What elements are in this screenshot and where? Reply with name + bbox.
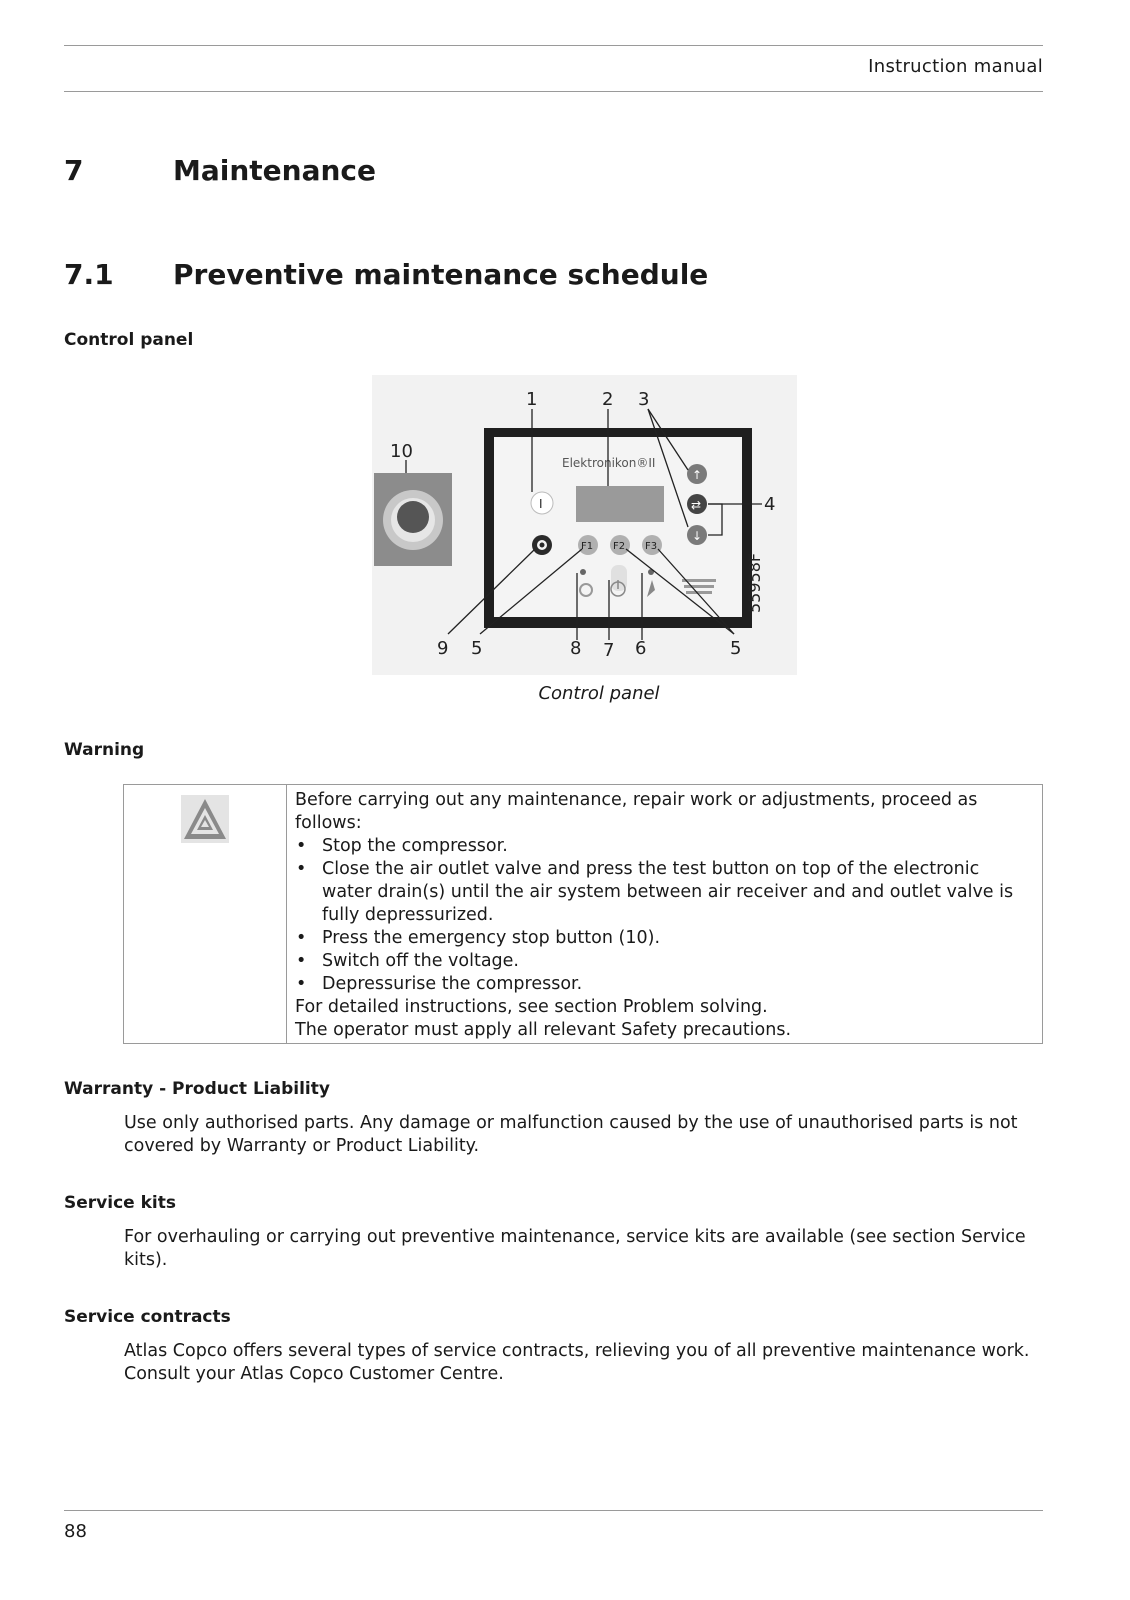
f2-label: F2 [613,541,626,552]
led-voltage [580,569,586,575]
f1-label: F1 [581,541,594,552]
warranty-heading: Warranty - Product Liability [64,1079,330,1099]
chapter-title: Maintenance [173,154,377,187]
service-contracts-text: Atlas Copco offers several types of service contracts, relieving you of all preventive maintenance work. Consult your Atlas Copco Customer Centre. [124,1341,1030,1384]
control-panel-heading: Control panel [64,330,194,350]
callout-4: 4 [764,494,776,515]
warning-step: • Depressurise the compressor. [295,973,1032,996]
warning-note: The operator must apply all relevant Safety precautions. [295,1020,792,1040]
header-rule-bottom [64,91,1043,92]
callout-5-right: 5 [730,638,742,659]
section-title: Preventive maintenance schedule [173,258,709,291]
warning-steps [295,835,1032,996]
start-label: I [539,497,543,511]
svg-text:⇄: ⇄ [691,498,702,512]
service-contracts-heading: Service contracts [64,1307,231,1327]
warning-step: • Stop the compressor. [295,835,1032,858]
callout-7: 7 [603,640,615,661]
svg-text:↑: ↑ [692,468,703,482]
callout-3: 3 [638,389,650,410]
callout-9: 9 [437,638,449,659]
footer-rule [64,1510,1043,1511]
f3-label: F3 [645,541,658,552]
callout-8: 8 [570,638,582,659]
chapter-number: 7 [64,154,84,187]
brand-label: Elektronikon®II [562,456,656,470]
callout-1: 1 [526,389,538,410]
warning-box [123,784,1043,1044]
service-kits-text: For overhauling or carrying out preventive maintenance, service kits are available (see section Service kits). [124,1227,1026,1270]
section-number: 7.1 [64,258,114,291]
warning-step: • Press the emergency stop button (10). [295,927,1032,950]
page-number: 88 [64,1521,87,1542]
emergency-stop-button [397,501,429,533]
warning-note: For detailed instructions, see section Problem solving. [295,997,768,1017]
warranty-text: Use only authorised parts. Any damage or malfunction caused by the use of unauthorised parts is not covered by Warranty or Product Liability. [124,1113,1018,1156]
figure-caption: Control panel [538,683,660,704]
figure-code: 55958F [745,552,764,613]
header-rule-top [64,45,1043,46]
callout-5-left: 5 [471,638,483,659]
warning-heading: Warning [64,740,145,760]
running-title: Instruction manual [868,56,1043,77]
warning-step: • Switch off the voltage. [295,950,1032,973]
warning-text [295,789,1032,1042]
callout-2: 2 [602,389,614,410]
service-kits-heading: Service kits [64,1193,176,1213]
display-screen [576,486,664,522]
control-panel-figure [372,375,797,675]
callout-10: 10 [390,441,413,462]
warning-step: • Close the air outlet valve and press the test button on top of the electronic water drain(s) until the air system between air receiver and and outlet valve is fully depressurized. [295,858,1032,927]
warning-intro: Before carrying out any maintenance, repair work or adjustments, proceed as follows: [295,790,978,833]
warning-icon-cell [124,785,287,1043]
warning-triangle-icon [181,795,229,843]
callout-6: 6 [635,638,647,659]
svg-text:↓: ↓ [692,529,703,543]
